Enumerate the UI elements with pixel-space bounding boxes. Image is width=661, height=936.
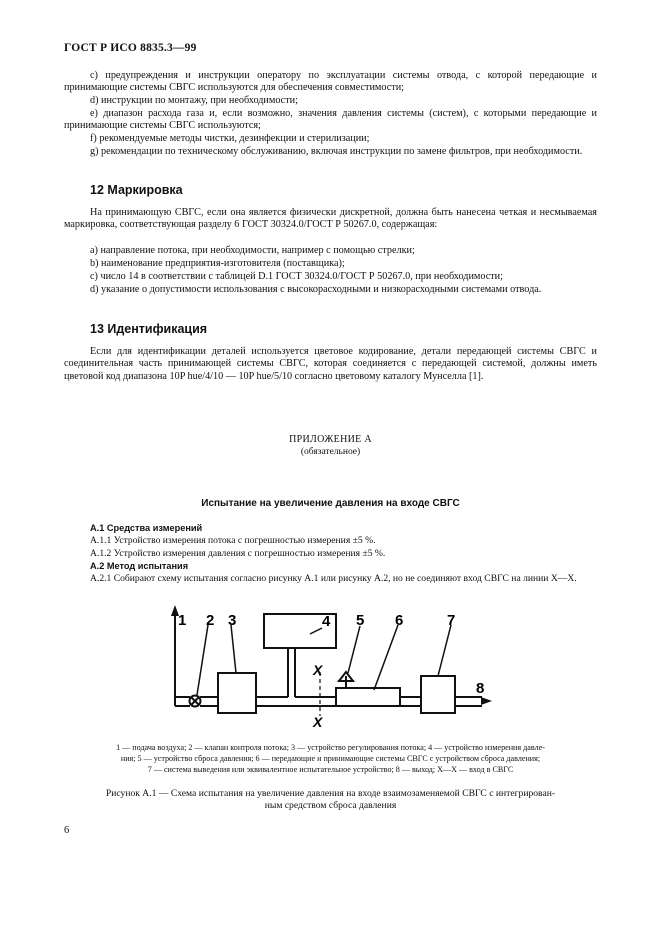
page-number: 6 — [64, 825, 70, 836]
section-12-item-a: а) направление потока, при необходимости, например с помощью стрелки; — [90, 245, 415, 256]
a1-1-text: А.1.1 Устройство измерения потока с погрешностью измерения ±5 %. — [90, 535, 376, 546]
diagram-label-6: 6 — [395, 612, 404, 629]
section-12-item-b: b) наименование предприятия-изготовителя (поставщика); — [90, 258, 345, 269]
list-item-f: f) рекомендуемые методы чистки, дезинфекции и стерилизации; — [90, 133, 370, 144]
appendix-status: (обязательное) — [300, 447, 361, 457]
diagram-label-3: 3 — [228, 612, 237, 629]
section-12-item-d: d) указание о допустимости использования с высокорасходными и низкорасходными системами отвода. — [90, 284, 542, 295]
diagram-label-4: 4 — [322, 613, 331, 630]
diagram-label-1: 1 — [178, 612, 187, 629]
list-item-d: d) инструкции по монтажу, при необходимости; — [90, 95, 298, 106]
flow-regulator-box — [218, 673, 256, 713]
caption-line-2: ным средством сброса давления — [264, 800, 397, 811]
legend-line-2: ния; 5 — устройство сброса давления; 6 — передающие и принимающие системы СВГС с устройством сброса давления; — [120, 754, 541, 763]
a2-1-text: А.2.1 Собирают схему испытания согласно рисунку А.1 или рисунку А.2, но не соединяют вход СВГС на линии X—X. — [90, 573, 577, 584]
diagram-label-8: 8 — [476, 680, 485, 697]
outlet-arrow-icon — [481, 697, 492, 705]
evacuation-system-box — [421, 676, 455, 713]
figure-legend — [64, 742, 597, 775]
legend-line-1: 1 — подача воздуха; 2 — клапан контроля потока; 3 — устройство регулирования потока; 4 — устройство измерения давле- — [116, 743, 545, 752]
appendix-label: ПРИЛОЖЕНИЕ А — [289, 434, 372, 445]
diagram-label-x-top: X — [313, 662, 323, 678]
a2-title: А.2 Метод испытания — [90, 561, 189, 571]
legend-line-3: 7 — система выведения или эквивалентное испытательное устройство; 8 — выход; X—X — вход в СВГС — [147, 765, 514, 774]
section-13-text: Если для идентификации деталей используется цветовое кодирование, детали передающей системы СВГС и соединительная часть принимающей системы СВГС, которая соединяется с передающей системой, должны иметь цветовой код диапазона 10P hue/4/10 — 10P hue/5/10 согласно цветовому каталогу Мунселла [1]. — [64, 346, 597, 382]
section-12-title: 12 Маркировка — [90, 183, 183, 197]
section-12-intro: На принимающую СВГС, если она является физически дискретной, должна быть нанесена четкая и несмываемая маркировка, соответствующая разделу 6 ГОСТ 30324.0/ГОСТ Р 50267.0, содержащая: — [64, 207, 597, 231]
diagram-label-7: 7 — [447, 612, 456, 629]
section-13-title: 13 Идентификация — [90, 322, 208, 336]
list-item-c: с) предупреждения и инструкции оператору по эксплуатации системы отвода, с которой передающие и принимающие системы СВГС используются для обеспечения совместимости; — [64, 70, 597, 94]
list-item-g: g) рекомендации по техническому обслуживанию, включая инструкции по замене фильтров, при необходимости. — [90, 146, 583, 157]
appendix-title: Испытание на увеличение давления на входе СВГС — [201, 498, 460, 509]
section-12-item-c: с) число 14 в соответствии с таблицей D.1 ГОСТ 30324.0/ГОСТ Р 50267.0, при необходимости; — [90, 271, 503, 282]
caption-line-1: Рисунок А.1 — Схема испытания на увеличение давления на входе взаимозаменяемой СВГС с интегрирован- — [105, 788, 556, 799]
diagram-label-x-bottom: X — [313, 714, 323, 730]
a1-title: А.1 Средства измерений — [90, 523, 203, 533]
a1-2-text: А.1.2 Устройство измерения давления с погрешностью измерения ±5 %. — [90, 548, 386, 559]
diagram-label-5: 5 — [356, 612, 365, 629]
diagram-label-2: 2 — [206, 612, 215, 629]
svgs-box — [336, 688, 400, 706]
standard-header: ГОСТ Р ИСО 8835.3—99 — [64, 42, 197, 54]
list-item-e: е) диапазон расхода газа и, если возможно, значения давления системы (систем), с которыми передающие и принимающие системы СВГС используются; — [64, 108, 597, 132]
figure-caption — [64, 788, 597, 812]
